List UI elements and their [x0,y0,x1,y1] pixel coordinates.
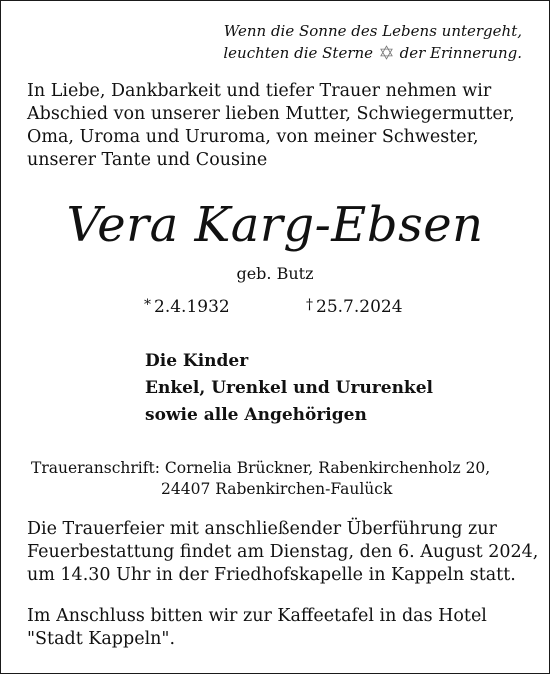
maiden-name: geb. Butz [236,264,314,283]
death-symbol: † [306,297,313,313]
reception-line: "Stadt Kappeln". [27,629,176,649]
address-line-1: Traueranschrift: Cornelia Brückner, Rabenkirchenholz 20, [31,459,491,477]
intro-line: Oma, Uroma und Ururoma, von meiner Schwester, [27,127,479,147]
motto-line-2-end: der Erinnerung. [399,44,522,62]
intro-line: unserer Tante und Cousine [27,150,268,170]
mourner-line: Enkel, Urenkel und Ururenkel [145,378,433,398]
birth-date-value: 2.4.1932 [154,297,230,317]
deceased-name: Vera Karg-Ebsen [66,197,484,253]
intro-text [27,80,527,172]
reception-text [27,605,537,651]
ceremony-line: Die Trauerfeier mit anschließender Überführung zur [27,519,497,539]
intro-line: In Liebe, Dankbarkeit und tiefer Trauer nehmen wir [27,81,492,101]
birth-date [144,293,230,319]
mourner-line: Die Kinder [145,351,249,371]
death-date [306,293,403,319]
ceremony-line: Feuerbestattung findet am Dienstag, den 6. August 2024, [27,542,539,562]
address-line-2: 24407 Rabenkirchen-Faulück [161,480,393,498]
mourning-address [31,458,490,500]
ceremony-text [27,518,537,587]
mourners-list [145,348,433,429]
intro-line: Abschied von unserer lieben Mutter, Schwiegermutter, [27,104,515,124]
mourner-line: sowie alle Angehörigen [145,405,367,425]
motto-line-2-start: leuchten die Sterne [223,44,374,62]
death-date-value: 25.7.2024 [316,297,403,317]
motto-line-2 [223,42,522,64]
ceremony-line: um 14.30 Uhr in der Friedhofskapelle in Kappeln statt. [27,565,516,585]
motto [223,20,522,64]
birth-symbol: * [144,297,151,313]
motto-line-1: Wenn die Sonne des Lebens untergeht, [223,22,522,40]
reception-line: Im Anschluss bitten wir zur Kaffeetafel in das Hotel [27,606,487,626]
star-of-david-icon [379,45,394,60]
